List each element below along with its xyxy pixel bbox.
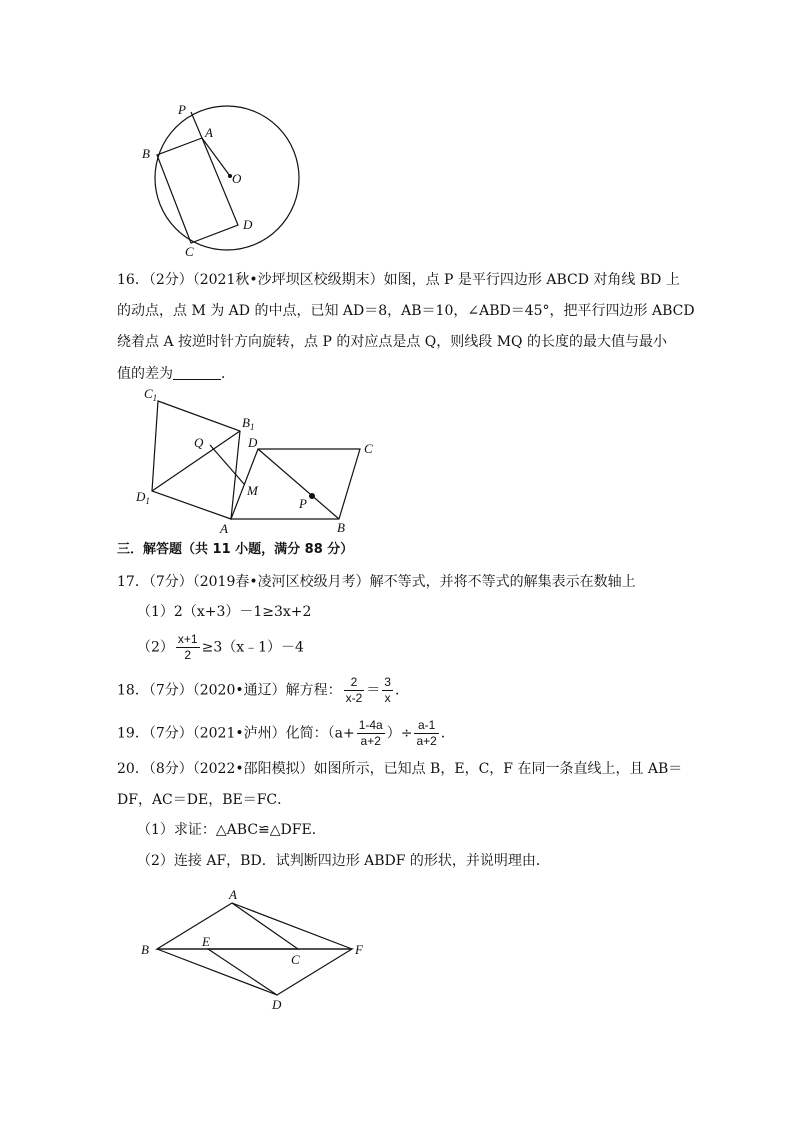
- denominator: a+2: [360, 734, 381, 748]
- fraction-a-1-over-a-2: [414, 718, 438, 749]
- triangle-abc: [157, 903, 298, 949]
- question-16-line-1: 16．（2分）（2021秋•沙坪坝区校级期末）如图，点 P 是平行四边形 ABCD 对角线 BD 上: [117, 272, 680, 288]
- part-2-rest: ≥3（x﹣1）－4: [201, 639, 304, 656]
- parallelogram-ab1c1d1: [152, 401, 240, 519]
- question-16-line-3: 绕着点 A 按逆时针方向旋转，点 P 的对应点是点 Q，则线段 MQ 的长度的最大值与最小: [117, 334, 667, 350]
- segment-pa: [191, 112, 202, 138]
- label-b: B: [337, 520, 345, 535]
- label-d1: $D_1$: [136, 489, 150, 506]
- question-20-part-1: （1）求证：△ABC≌△DFE．: [137, 822, 326, 838]
- question-20-line-1: 20．（8分）（2022•邵阳模拟）如图所示，已知点 B，E，C，F 在同一条直线上，且 AB＝: [117, 761, 683, 777]
- label-d: D: [248, 435, 258, 450]
- segment-af: [232, 903, 352, 949]
- period: ．: [394, 682, 409, 699]
- numerator: x+1: [177, 632, 198, 646]
- numerator: 3: [384, 675, 391, 689]
- label-o: O: [232, 171, 242, 186]
- label-b: B: [142, 146, 150, 161]
- fraction-1-4a-over-a-2: [357, 718, 385, 749]
- label-p: P: [178, 102, 186, 117]
- fraction-x-plus-1-over-2: [176, 632, 200, 663]
- label-a: A: [205, 125, 213, 140]
- question-16-line-4: [117, 364, 235, 384]
- question-19: [117, 718, 455, 749]
- answer-blank[interactable]: [173, 365, 221, 380]
- question-18-text: 18．（7分）（2020•通辽）解方程：: [117, 682, 342, 699]
- label-a: A: [229, 887, 237, 902]
- label-b: B: [141, 942, 149, 957]
- question-19-text: 19．（7分）（2021•泸州）化简：（a+: [117, 725, 355, 742]
- denominator: x-2: [345, 691, 363, 705]
- label-q: Q: [194, 435, 204, 450]
- label-e: E: [202, 934, 210, 949]
- numerator: a-1: [414, 718, 438, 734]
- figure-triangles-bcef: [135, 885, 375, 1015]
- label-f: F: [355, 942, 363, 957]
- denominator: a+2: [416, 734, 437, 748]
- question-16-period: ．: [221, 366, 235, 382]
- denominator: x: [384, 691, 391, 705]
- segment-bd: [157, 949, 277, 995]
- fraction-3-over-x: [382, 675, 393, 706]
- question-17-part-2: [137, 632, 304, 663]
- label-b1: $B_1$: [242, 415, 255, 432]
- segment-qm: [210, 445, 244, 484]
- divide-sign: ）÷: [386, 725, 413, 742]
- period: ．: [440, 725, 455, 742]
- question-20-line-2: DF，AC＝DE，BE＝FC．: [117, 792, 292, 808]
- circle-o: [155, 106, 299, 250]
- figure-circle-rectangle: [130, 98, 310, 260]
- question-20-part-2: （2）连接 AF，BD．试判断四边形 ABDF 的形状，并说明理由．: [137, 853, 550, 869]
- label-a: A: [220, 521, 228, 536]
- denominator: 2: [184, 648, 192, 662]
- label-c1: $C_1$: [144, 386, 158, 403]
- label-c: C: [185, 244, 194, 259]
- question-16-line-2: 的动点，点 M 为 AD 的中点，已知 AD＝8，AB＝10，∠ABD＝45°，把平行四边形 ABCD: [117, 303, 695, 319]
- label-p: P: [299, 496, 307, 511]
- point-p: [309, 493, 315, 499]
- question-16-text: 值的差为: [117, 366, 173, 382]
- rectangle-abcd: [157, 138, 238, 243]
- label-m: M: [247, 483, 258, 498]
- label-c: C: [291, 952, 300, 967]
- numerator: 2: [344, 675, 365, 691]
- label-c: C: [364, 441, 373, 456]
- question-17-part-1: （1）2（x+3）－1≥3x+2: [137, 604, 312, 620]
- numerator: 1-4a: [358, 718, 383, 732]
- triangle-dfe: [208, 949, 352, 995]
- label-d: D: [272, 997, 282, 1012]
- question-18: [117, 675, 409, 706]
- figure-parallelogram-rotation: [130, 385, 390, 537]
- equals-sign: ＝: [366, 682, 381, 699]
- question-17-line-1: 17．（7分）（2019春•凌河区校级月考）解不等式，并将不等式的解集表示在数轴上: [117, 574, 636, 590]
- section-heading: 三．解答题（共 11 小题，满分 88 分）: [117, 542, 354, 557]
- label-d: D: [243, 217, 253, 232]
- fraction-2-over-x-2: [344, 675, 365, 706]
- part-2-label: （2）: [137, 639, 174, 656]
